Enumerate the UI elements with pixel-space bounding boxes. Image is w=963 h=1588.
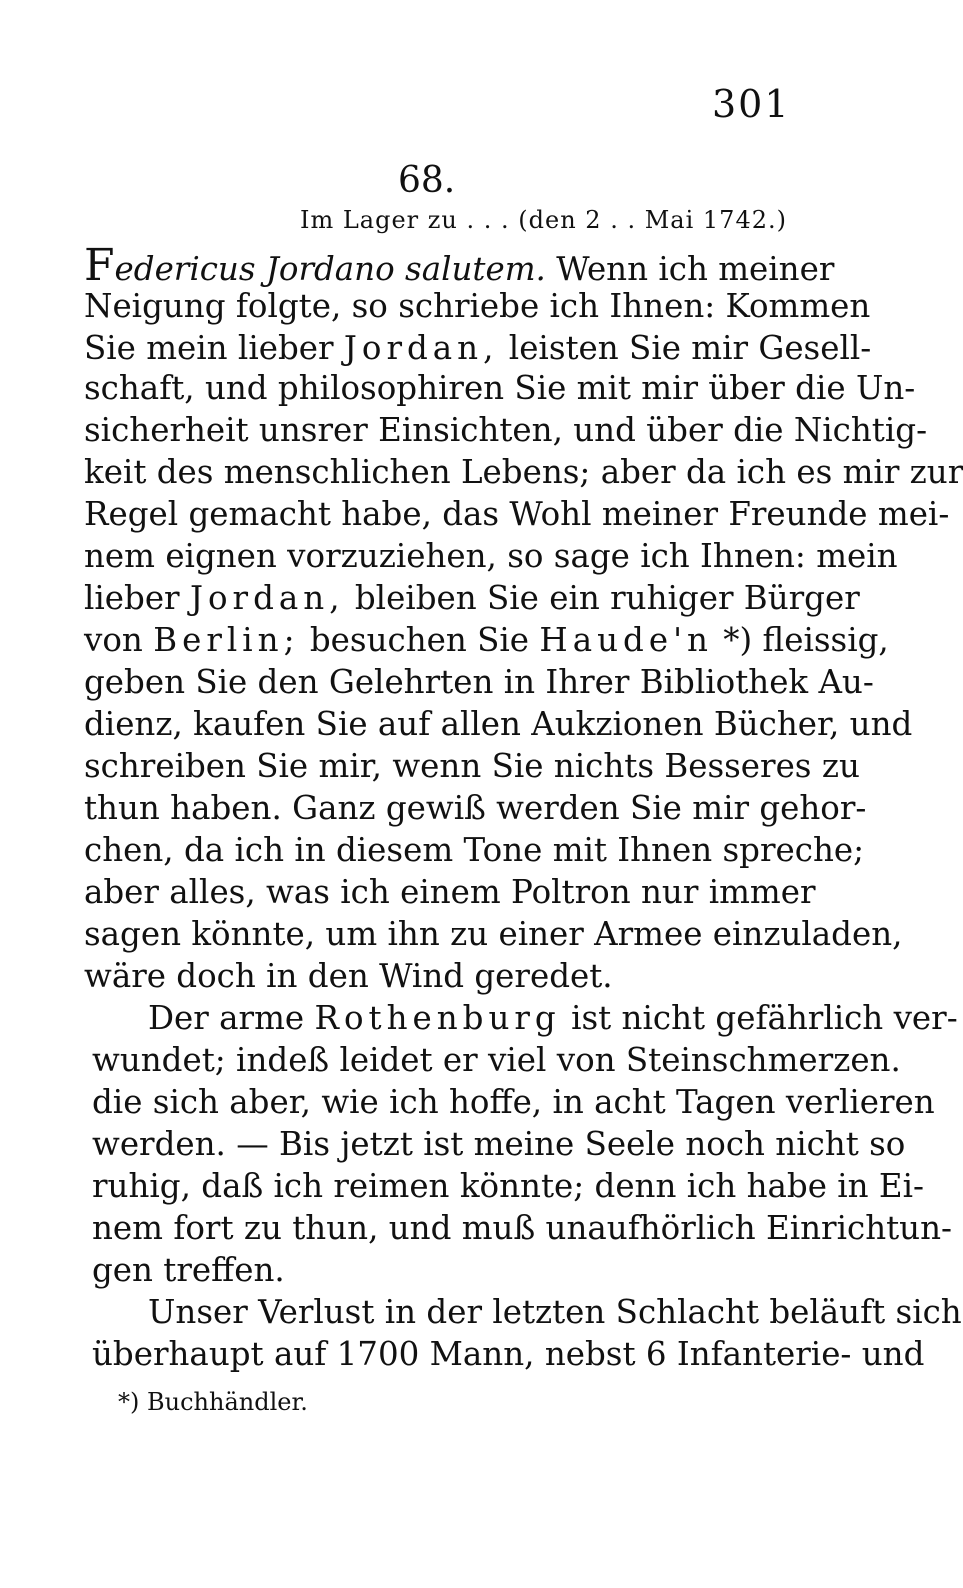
paragraph1-line-18: wäre doch in den Wind geredet.: [84, 957, 613, 995]
name-rothenburg: Rothenburg: [314, 999, 561, 1037]
paragraph2-line-4: werden. — Bis jetzt ist meine Seele noch nicht so: [92, 1125, 906, 1163]
paragraph1-line-8: nem eignen vorzuziehen, so sage ich Ihnen: mein: [84, 537, 898, 575]
name-haude: Haude'n: [539, 621, 713, 659]
footnote: *) Buchhändler.: [118, 1388, 308, 1416]
paragraph1-line-5: sicherheit unsrer Einsichten, und über die Nichtig-: [84, 411, 928, 449]
letter-number: 68.: [398, 160, 456, 201]
paragraph1-line-17: sagen könnte, um ihn zu einer Armee einzuladen,: [84, 915, 903, 953]
paragraph1-line-13: schreiben Sie mir, wenn Sie nichts Besseres zu: [84, 747, 860, 785]
paragraph1-line-14: thun haben. Ganz gewiß werden Sie mir gehor-: [84, 789, 867, 827]
paragraph1-line-7: Regel gemacht habe, das Wohl meiner Freunde mei-: [84, 495, 950, 533]
paragraph1-line-6: keit des menschlichen Lebens; aber da ich es mir zur: [84, 453, 963, 491]
paragraph3-line-2: überhaupt auf 1700 Mann, nebst 6 Infanterie- und: [92, 1335, 925, 1373]
paragraph1-line-16: aber alles, was ich einem Poltron nur immer: [84, 873, 816, 911]
paragraph1-line-10: von Berlin; besuchen Sie Haude'n *) fleissig,: [84, 621, 889, 659]
dateline: Im Lager zu . . . (den 2 . . Mai 1742.): [300, 206, 787, 234]
page-number: 301: [712, 82, 791, 126]
drop-cap: F: [84, 240, 115, 291]
name-berlin: Berlin;: [153, 621, 300, 659]
paragraph2-line-5: ruhig, daß ich reimen könnte; denn ich habe in Ei-: [92, 1167, 925, 1205]
paragraph1-line-12: dienz, kaufen Sie auf allen Aukzionen Bücher, und: [84, 705, 913, 743]
paragraph2-line-2: wundet; indeß leidet er viel von Steinschmerzen.: [92, 1041, 901, 1079]
paragraph1-line-1: Federicus Jordano salutem. Wenn ich meiner: [84, 240, 835, 291]
name-jordan: Jordan,: [343, 329, 499, 367]
paragraph1-line-3: Sie mein lieber Jordan, leisten Sie mir Gesell-: [84, 329, 872, 367]
paragraph2-line-1: Der arme Rothenburg ist nicht gefährlich ver-: [148, 999, 958, 1037]
paragraph1-line-9: lieber Jordan, bleiben Sie ein ruhiger Bürger: [84, 579, 860, 617]
paragraph2-line-3: die sich aber, wie ich hoffe, in acht Tagen verlieren: [92, 1083, 935, 1121]
latin-salutation: edericus Jordano salutem.: [114, 250, 546, 288]
paragraph1-line-2: Neigung folgte, so schriebe ich Ihnen: Kommen: [84, 287, 871, 325]
paragraph2-line-6: nem fort zu thun, und muß unaufhörlich Einrichtun-: [92, 1209, 953, 1247]
paragraph1-line-11: geben Sie den Gelehrten in Ihrer Bibliothek Au-: [84, 663, 874, 701]
paragraph1-line-4: schaft, und philosophiren Sie mit mir über die Un-: [84, 369, 916, 407]
paragraph1-line-15: chen, da ich in diesem Tone mit Ihnen spreche;: [84, 831, 865, 869]
paragraph2-line-7: gen treffen.: [92, 1251, 285, 1289]
name-jordan: Jordan,: [189, 579, 345, 617]
paragraph3-line-1: Unser Verlust in der letzten Schlacht beläuft sich: [148, 1293, 962, 1331]
